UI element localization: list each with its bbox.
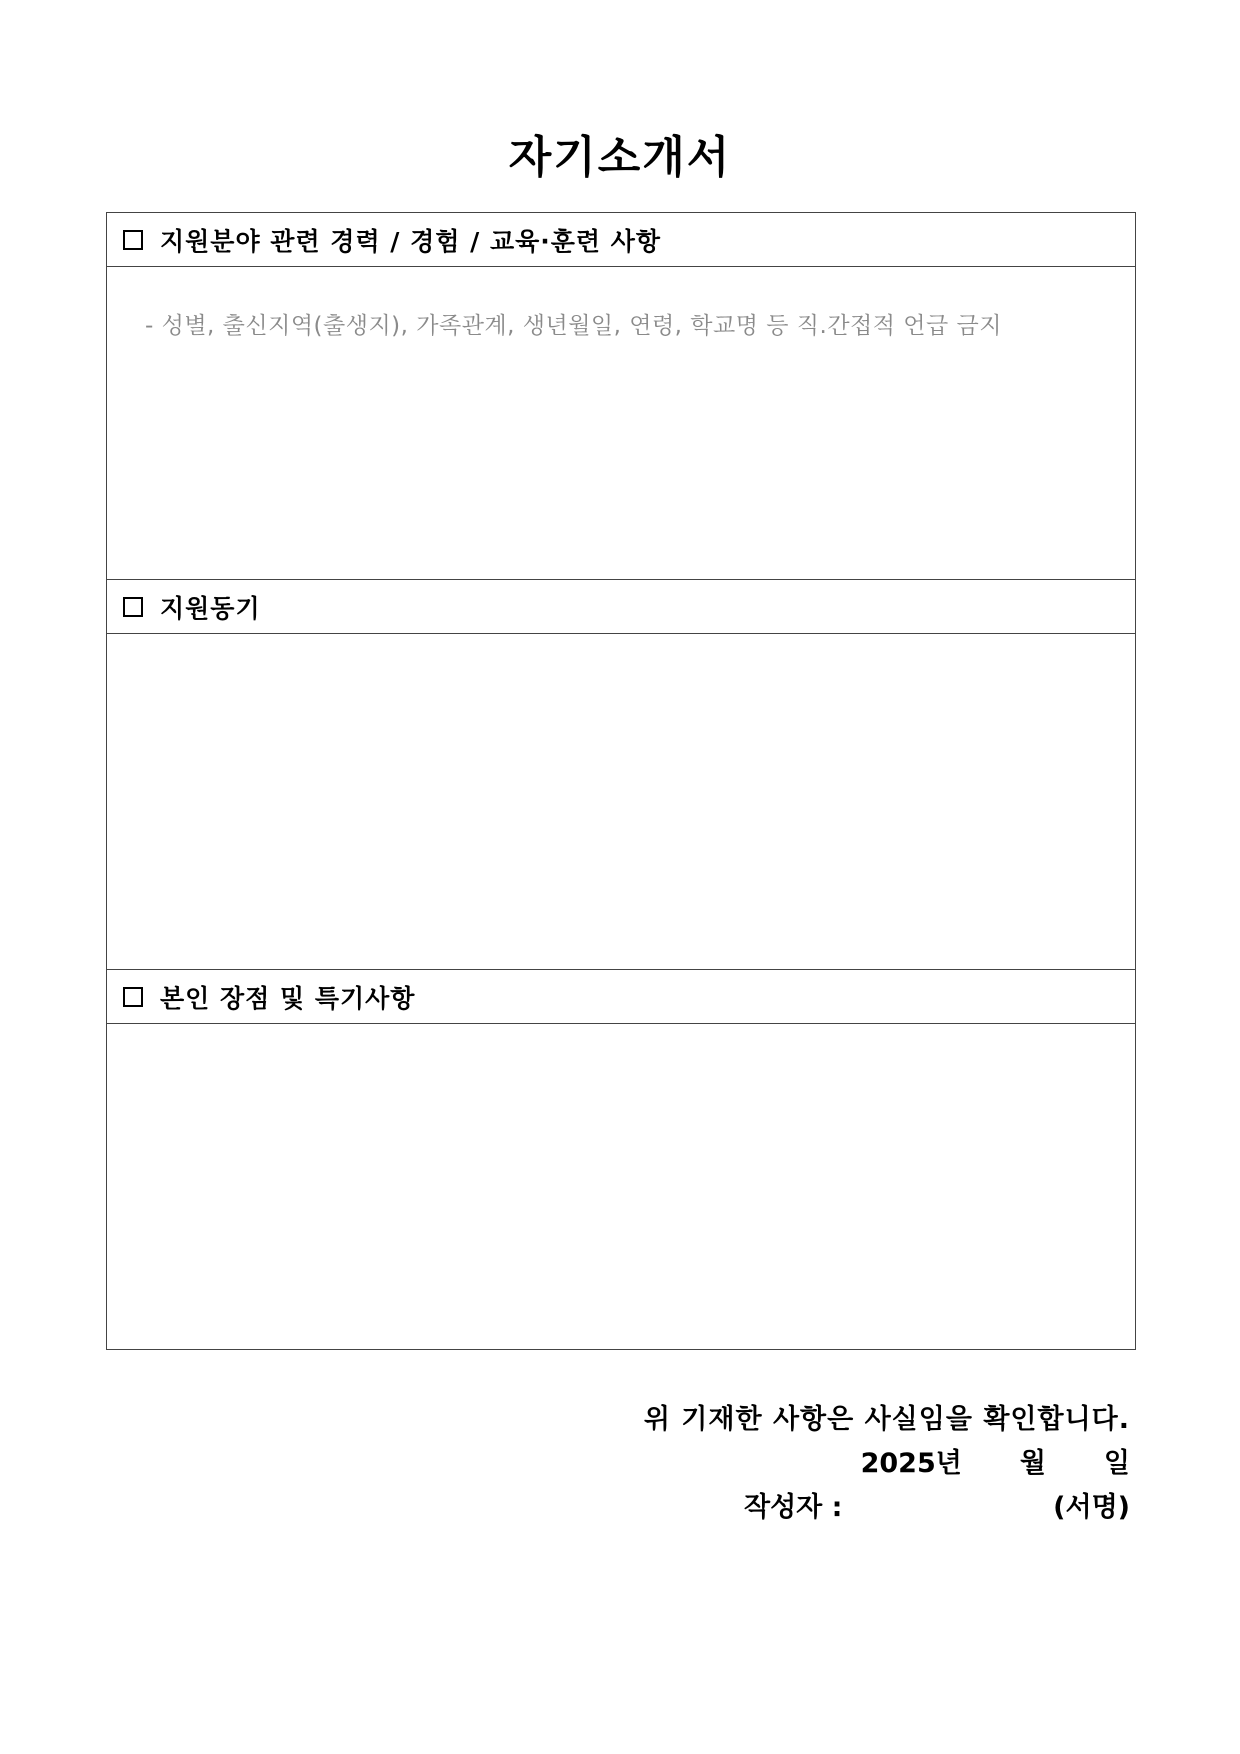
checkbox-icon: [123, 230, 143, 250]
date-year[interactable]: 2025년: [860, 1448, 962, 1479]
section-title-strengths: 본인 장점 및 특기사항: [160, 983, 416, 1013]
date-month[interactable]: 월: [1019, 1448, 1046, 1479]
signature-label[interactable]: (서명): [1053, 1492, 1130, 1523]
section-body-career[interactable]: [107, 267, 1135, 580]
confirmation-statement: 위 기재한 사항은 사실임을 확인합니다.: [643, 1404, 1130, 1435]
date-line: [861, 1442, 1130, 1486]
section-body-strengths[interactable]: [107, 1024, 1135, 1349]
writer-line: [744, 1486, 1130, 1530]
section-header-strengths: [107, 970, 1135, 1024]
document-title: 자기소개서: [508, 132, 732, 183]
section-header-motivation: [107, 580, 1135, 634]
section-body-motivation[interactable]: [107, 634, 1135, 970]
section-title-motivation: 지원동기: [160, 593, 261, 623]
checkbox-icon: [123, 597, 143, 617]
date-day[interactable]: 일: [1103, 1448, 1130, 1479]
guide-text: - 성별, 출신지역(출생지), 가족관계, 생년월일, 연령, 학교명 등 직.간접적 언급 금지: [145, 313, 1002, 339]
checkbox-icon: [123, 987, 143, 1007]
section-header-career: [107, 213, 1135, 267]
writer-label: 작성자 :: [744, 1492, 843, 1523]
self-introduction-form: [106, 212, 1136, 1350]
section-title-career: 지원분야 관련 경력 / 경험 / 교육·훈련 사항: [160, 226, 662, 256]
